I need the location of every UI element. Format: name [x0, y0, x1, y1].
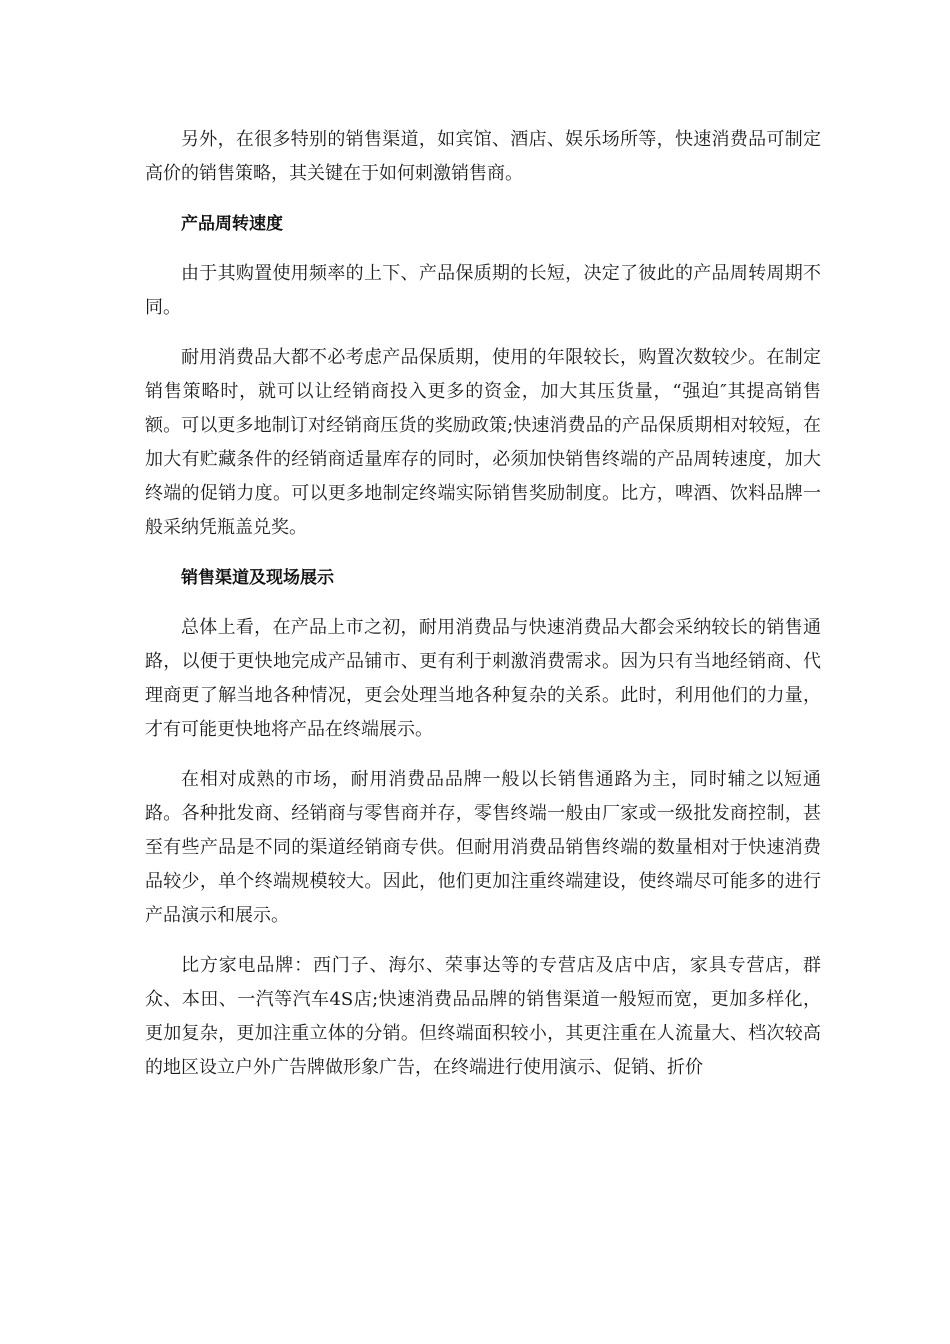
paragraph-durable-goods-strategy: 耐用消费品大都不必考虑产品保质期，使用的年限较长，购置次数较少。在制定销售策略时，就可以让经销商投入更多的资金，加大其压货量，“强迫″其提高销售额。可以更多地制订对经销商压货的奖励政策;快速消费品的产品保质期相对较短，在加大有贮藏条件的经销商适量库存的同时，必须加快销售终端的产品周转速度，加大终端的促销力度。可以更多地制定终端实际销售奖励制度。比方，啤酒、饮料品牌一般采纳凭瓶盖兑奖。 — [145, 347, 821, 538]
paragraph-launch-channels: 总体上看，在产品上市之初，耐用消费品与快速消费品大都会采纳较长的销售通路，以便于更快地完成产品铺市、更有利于刺激消费需求。因为只有当地经销商、代理商更了解当地各种情况，更会处理当地各种复杂的关系。此时，利用他们的力量，才有可能更快地将产品在终端展示。 — [145, 617, 821, 740]
heading-sales-channels: 销售渠道及现场展示 — [181, 568, 334, 588]
paragraph-turnover-cycle: 由于其购置使用频率的上下、产品保质期的长短，决定了彼此的产品周转周期不同。 — [145, 263, 821, 318]
document-body — [145, 123, 821, 1085]
paragraph-mature-market: 在相对成熟的市场，耐用消费品品牌一般以长销售通路为主，同时辅之以短通路。各种批发商、经销商与零售商并存，零售终端一般由厂家或一级批发商控制，甚至有些产品是不同的渠道经销商专供。但耐用消费品销售终端的数量相对于快速消费品较少，单个终端规模较大。因此，他们更加注重终端建设，使终端尽可能多的进行产品演示和展示。 — [145, 769, 821, 926]
heading-product-turnover: 产品周转速度 — [181, 214, 283, 234]
paragraph-brand-examples: 比方家电品牌：西门子、海尔、荣事达等的专营店及店中店，家具专营店，群众、本田、一汽等汽车4S店;快速消费品品牌的销售渠道一般短而宽，更加多样化，更加复杂，更加注重立体的分销。但终端面积较小，其更注重在人流量大、档次较高的地区设立户外广告牌做形象广告，在终端进行使用演示、促销、折价 — [145, 955, 821, 1078]
paragraph-special-channels: 另外，在很多特别的销售渠道，如宾馆、酒店、娱乐场所等，快速消费品可制定高价的销售策略，其关键在于如何刺激销售商。 — [145, 129, 821, 184]
